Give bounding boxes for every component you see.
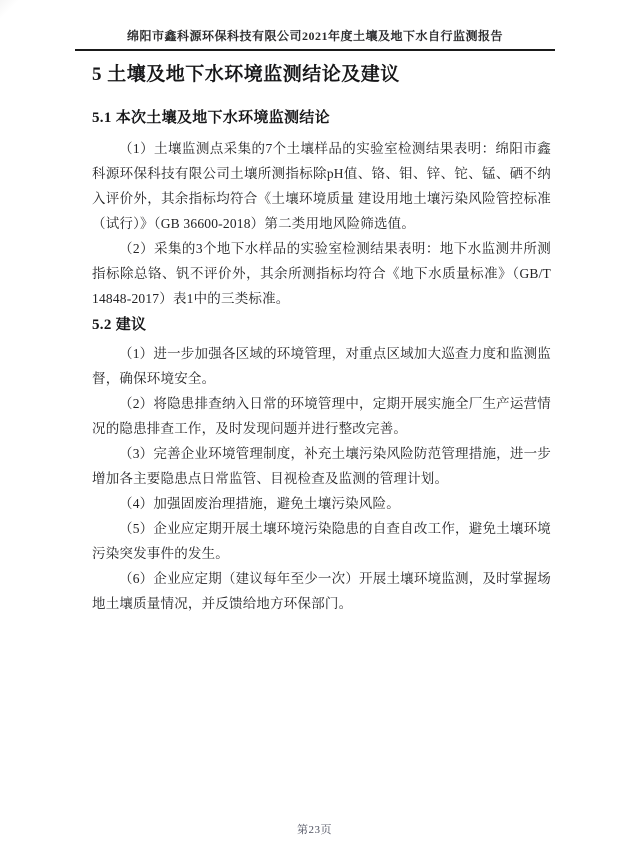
paragraph: （2）将隐患排查纳入日常的环境管理中，定期开展实施全厂生产运营情况的隐患排查工作，及时发现问题并进行整改完善。 bbox=[92, 396, 551, 436]
paragraph: （4）加强固废治理措施，避免土壤污染风险。 bbox=[119, 496, 400, 511]
paragraph: （3）完善企业环境管理制度，补充土壤污染风险防范管理措施，进一步增加各主要隐患点日常监管、目视检查及监测的管理计划。 bbox=[92, 446, 551, 486]
paragraph: （6）企业应定期（建议每年至少一次）开展土壤环境监测，及时掌握场地土壤质量情况，并反馈给地方环保部门。 bbox=[92, 571, 551, 611]
paragraph: （2）采集的3个地下水样品的实验室检测结果表明：地下水监测井所测指标除总铬、钒不评价外，其余所测指标均符合《地下水质量标准》（GB/T 14848-2017）表1中的三类标准。 bbox=[92, 241, 551, 306]
page-content bbox=[92, 62, 551, 616]
page-footer bbox=[0, 821, 629, 837]
page-header bbox=[75, 28, 555, 51]
page-number: 第23页 bbox=[297, 824, 332, 836]
paragraph: （1）土壤监测点采集的7个土壤样品的实验室检测结果表明：绵阳市鑫科源环保科技有限公司土壤所测指标除pH值、铬、钼、锌、铊、锰、硒不纳入评价外，其余指标均符合《土壤环境质量 建设用地土壤污染风险管控标准（试行）》（GB 36600-2018）第二类用地风险筛选值。 bbox=[92, 141, 551, 231]
section-heading-5-1: 5.1 本次土壤及地下水环境监测结论 bbox=[92, 110, 330, 126]
paragraph: （1）进一步加强各区域的环境管理，对重点区域加大巡查力度和监测监督，确保环境安全。 bbox=[92, 346, 551, 386]
header-title: 绵阳市鑫科源环保科技有限公司2021年度土壤及地下水自行监测报告 bbox=[126, 29, 503, 43]
chapter-title: 5 土壤及地下水环境监测结论及建议 bbox=[92, 64, 400, 85]
paragraph: （5）企业应定期开展土壤环境污染隐患的自查自改工作，避免土壤环境污染突发事件的发生。 bbox=[92, 521, 551, 561]
section-heading-5-2: 5.2 建议 bbox=[92, 317, 147, 333]
